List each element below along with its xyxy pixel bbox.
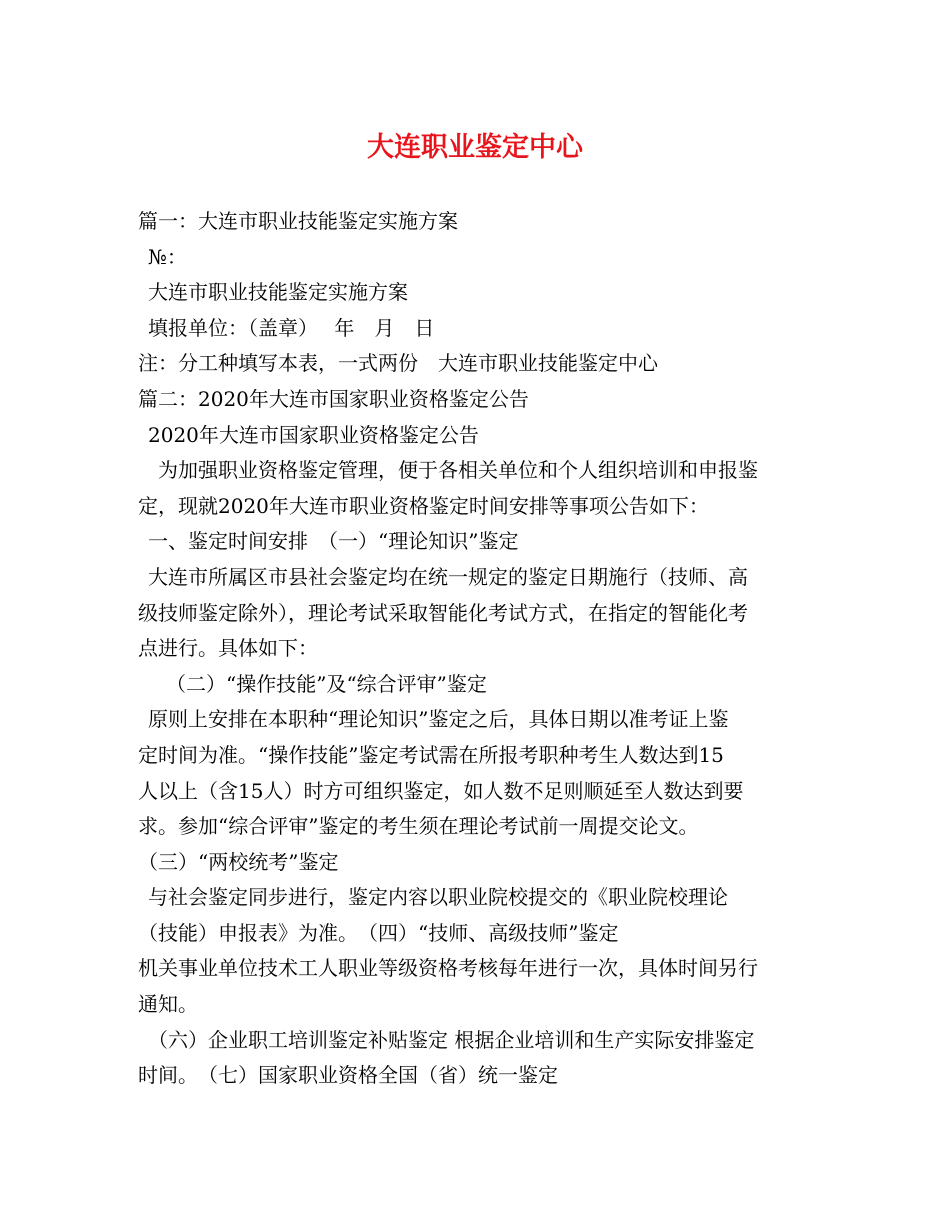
form-title: 大连市职业技能鉴定实施方案 [148,280,408,305]
paragraph-line: 原则上安排在本职种“理论知识”鉴定之后，具体日期以准考证上鉴 [148,707,729,732]
paragraph-line: 人以上（含15人）时方可组织鉴定，如人数不足则顺延至人数达到要 [138,778,744,803]
document-title: 大连职业鉴定中心 [367,132,583,163]
paragraph-line: 求。参加“综合评审”鉴定的考生须在理论考试前一周提交论文。 [138,814,699,839]
section-heading-2: 篇二：2020年大连市国家职业资格鉴定公告 [138,386,529,411]
paragraph-line: 通知。 [138,992,198,1017]
paragraph-line: 机关事业单位技术工人职业等级资格考核每年进行一次，具体时间另行 [138,956,758,981]
paragraph-line: 级技师鉴定除外），理论考试采取智能化考试方式，在指定的智能化考 [138,600,748,625]
form-number-label: №： [148,244,187,269]
paragraph-line: （技能）申报表》为准。 （四）“技师、高级技师”鉴定 [138,920,619,945]
paragraph-line: 点进行。具体如下： [138,636,318,661]
form-note: 注：分工种填写本表，一式两份 大连市职业技能鉴定中心 [138,351,658,376]
paragraph-line: 时间。 （七）国家职业资格全国（省）统一鉴定 [138,1063,558,1088]
paragraph-line: 一、鉴定时间安排 （一）“理论知识”鉴定 [148,529,519,554]
paragraph-line: 与社会鉴定同步进行，鉴定内容以职业院校提交的《职业院校理论 [148,885,728,910]
paragraph-line: 为加强职业资格鉴定管理，便于各相关单位和个人组织培训和申报鉴 [158,458,758,483]
document-body [138,204,818,1094]
section-heading-1: 篇一：大连市职业技能鉴定实施方案 [138,209,458,233]
paragraph-line: 大连市所属区市县社会鉴定均在统一规定的鉴定日期施行（技师、高 [148,564,748,589]
paragraph-line: （六）企业职工培训鉴定补贴鉴定 根据企业培训和生产实际安排鉴定 [148,1027,755,1052]
announcement-title: 2020年大连市国家职业资格鉴定公告 [148,422,479,447]
subsection-heading: （二）“操作技能”及“综合评审”鉴定 [166,671,487,696]
form-filler-line: 填报单位：（盖章） 年 月 日 [148,315,435,340]
subsection-heading: （三）“两校统考”鉴定 [138,849,339,874]
paragraph-line: 定时间为准。“操作技能”鉴定考试需在所报考职种考生人数达到15 [138,742,724,767]
paragraph-line: 定，现就2020年大连市职业资格鉴定时间安排等事项公告如下： [138,493,709,518]
